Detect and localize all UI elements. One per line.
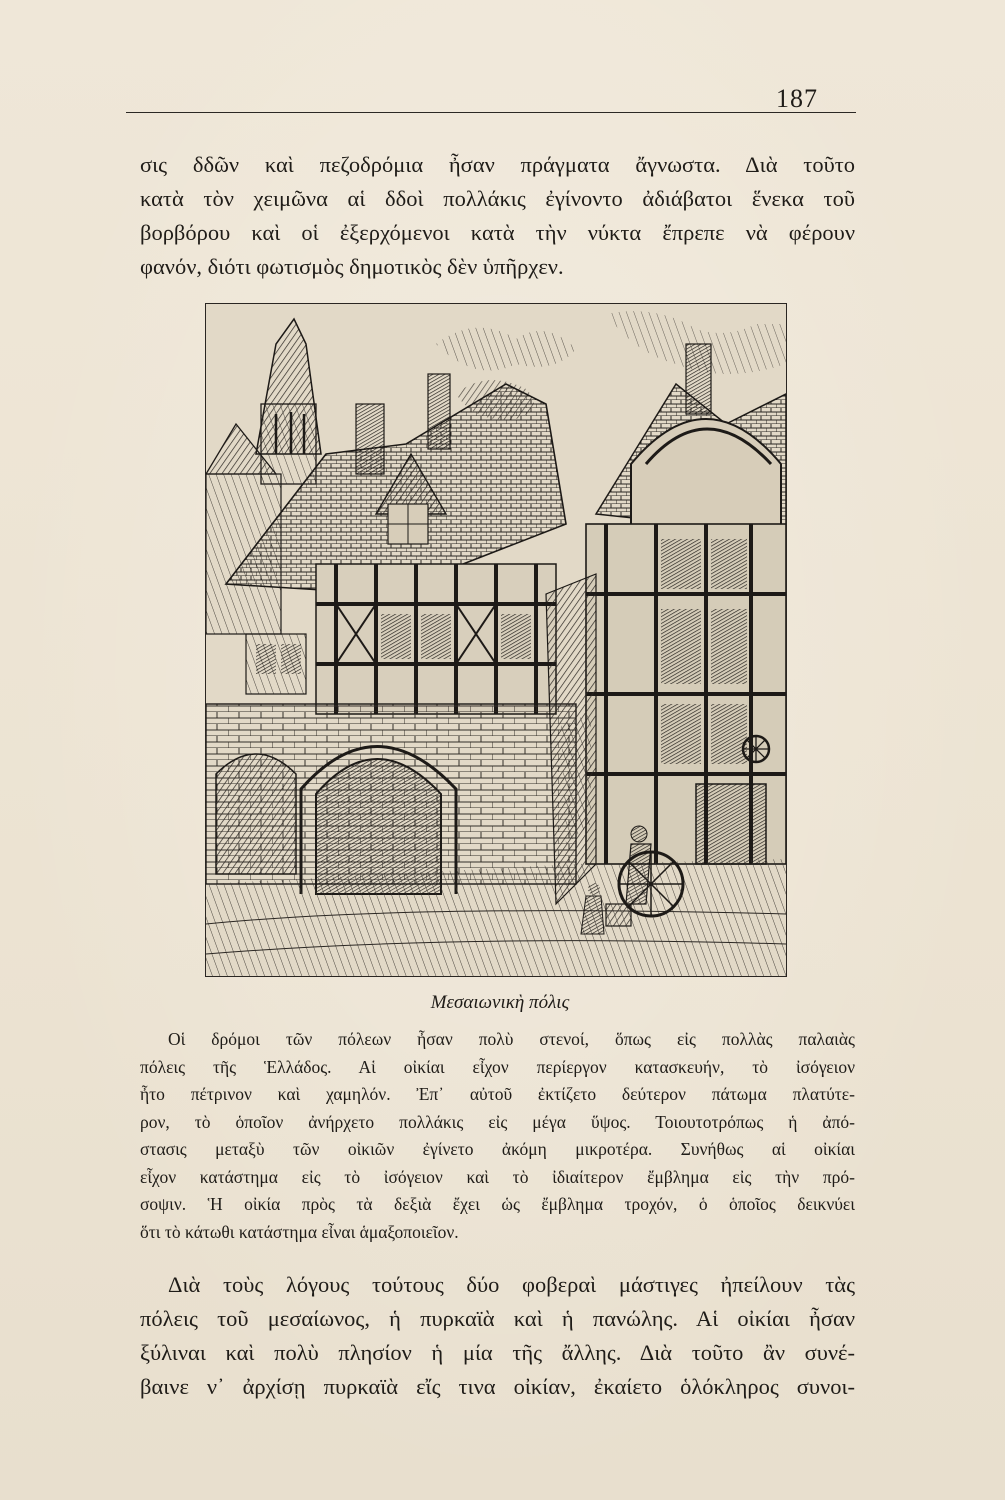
header-rule xyxy=(126,112,856,113)
text-line: εἶχον κατάστημα εἰς τὸ ἰσόγειον καὶ τὸ ἰδιαίτερον ἔμβλημα εἰς τὴν πρό- xyxy=(140,1166,855,1187)
illustration-medieval-town xyxy=(205,303,787,977)
text-line: Οἱ δρόμοι τῶν πόλεων ἦσαν πολὺ στενοί, ὅπως εἰς πολλὰς παλαιὰς xyxy=(168,1029,855,1049)
paragraph-top xyxy=(140,148,855,284)
paragraph-bottom xyxy=(140,1268,855,1404)
text-line: ἦτο πέτρινον καὶ χαμηλόν. Ἐπ᾽ αὐτοῦ ἐκτίζετο δεύτερον πάτωμα πλατύτε- xyxy=(140,1084,855,1104)
text-line: σις δδῶν καὶ πεζοδρόμια ἦσαν πράγματα ἄγνωστα. Διὰ τοῦτο xyxy=(140,152,855,177)
text-line: κατὰ τὸν χειμῶνα αἱ δδοὶ πολλάκις ἐγίνοντο ἀδιάβατοι ἕνεκα τοῦ xyxy=(140,186,855,211)
text-line: σοψιν. Ἡ οἰκία πρὸς τὰ δεξιὰ ἔχει ὡς ἔμβλημα τροχόν, ὁ ὁποῖος δεικνύει xyxy=(140,1194,855,1214)
page-number: 187 xyxy=(776,84,818,113)
text-line: ὅτι τὸ κάτωθι κατάστημα εἶναι ἁμαξοποιεῖον. xyxy=(140,1221,459,1242)
text-line: βορβόρου καὶ οἱ ἐξερχόμενοι κατὰ τὴν νύκτα ἔπρεπε νὰ φέρουν xyxy=(140,220,855,245)
text-line: Διὰ τοὺς λόγους τούτους δύο φοβεραὶ μάστιγες ἠπείλουν τὰς xyxy=(168,1272,855,1297)
paragraph-caption-description xyxy=(140,1026,855,1246)
text-line: ρον, τὸ ὁποῖον ἀνήρχετο πολλάκις εἰς μέγα ὕψος. Τοιουτοτρόπως ἡ ἀπό- xyxy=(140,1111,855,1132)
text-line: στασις μεταξὺ τῶν οἰκιῶν ἐγίνετο ἀκόμη μικροτέρα. Συνήθως αἱ οἰκίαι xyxy=(140,1139,855,1159)
text-line: φανόν, διότι φωτισμὸς δημοτικὸς δὲν ὑπῆρχεν. xyxy=(140,254,564,279)
text-line: πόλεις τῆς Ἑλλάδος. Αἱ οἰκίαι εἶχον περίεργον κατασκευήν, τὸ ἰσόγειον xyxy=(140,1056,855,1077)
text-line: πόλεις τοῦ μεσαίωνος, ἡ πυρκαϊὰ καὶ ἡ πανώλης. Αἱ οἰκίαι ἦσαν xyxy=(140,1306,855,1331)
text-line: ξύλιναι καὶ πολὺ πλησίον ἡ μία τῆς ἄλλης. Διὰ τοῦτο ἂν συνέ- xyxy=(140,1340,855,1365)
text-line: βαινε ν᾽ ἀρχίσῃ πυρκαϊὰ εἴς τινα οἰκίαν, ἐκαίετο ὁλόκληρος συνοι- xyxy=(140,1374,855,1399)
figure-caption: Μεσαιωνικὴ πόλις xyxy=(430,992,570,1013)
